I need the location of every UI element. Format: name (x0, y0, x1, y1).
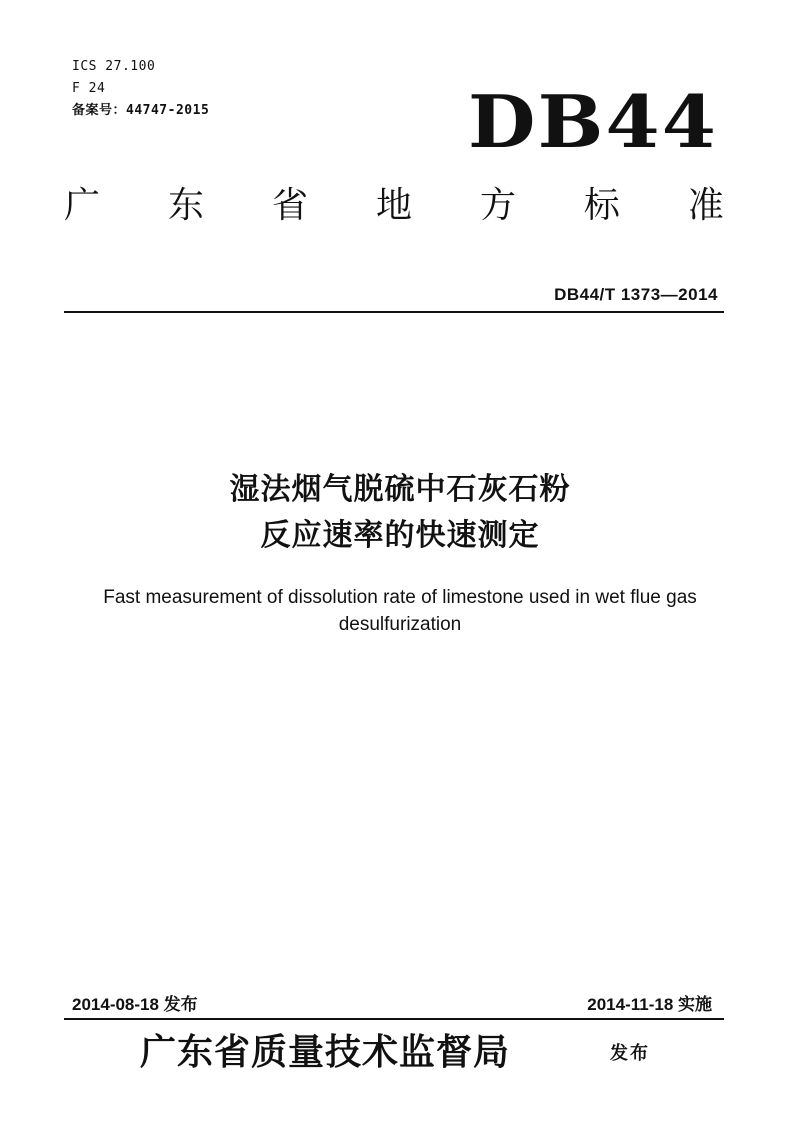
standard-number: DB44/T 1373—2014 (554, 285, 718, 304)
title-zh-line2: 反应速率的快速测定 (260, 518, 540, 553)
standard-type-char: 省 (271, 185, 308, 226)
footer-rule (64, 1018, 724, 1020)
standard-type-char: 东 (167, 185, 204, 226)
release-date: 2014-08-18 发布 (72, 995, 198, 1014)
standard-type-char: 标 (583, 185, 620, 226)
title-en-line2: desulfurization (338, 614, 462, 635)
standard-type-char: 广 (64, 185, 101, 226)
title-en-line1: Fast measurement of dissolution rate of limestone used in wet flue gas (103, 587, 697, 608)
ccs-code: F 24 (72, 81, 106, 96)
issue-label: 发布 (610, 1043, 650, 1064)
issuer-name: 广东省质量技术监督局 (140, 1031, 511, 1073)
db44-logo: DB44 (468, 79, 719, 164)
filing-number: 备案号：44747-2015 (72, 103, 210, 118)
implementation-date: 2014-11-18 实施 (587, 995, 712, 1014)
ics-code: ICS 27.100 (72, 59, 156, 74)
standard-type-char: 准 (687, 185, 724, 226)
title-zh-line1: 湿法烟气脱硫中石灰石粉 (229, 472, 571, 507)
standard-type-char: 地 (375, 185, 412, 226)
standard-type-char: 方 (479, 185, 516, 226)
header-rule (64, 311, 724, 313)
standard-type (64, 184, 724, 228)
